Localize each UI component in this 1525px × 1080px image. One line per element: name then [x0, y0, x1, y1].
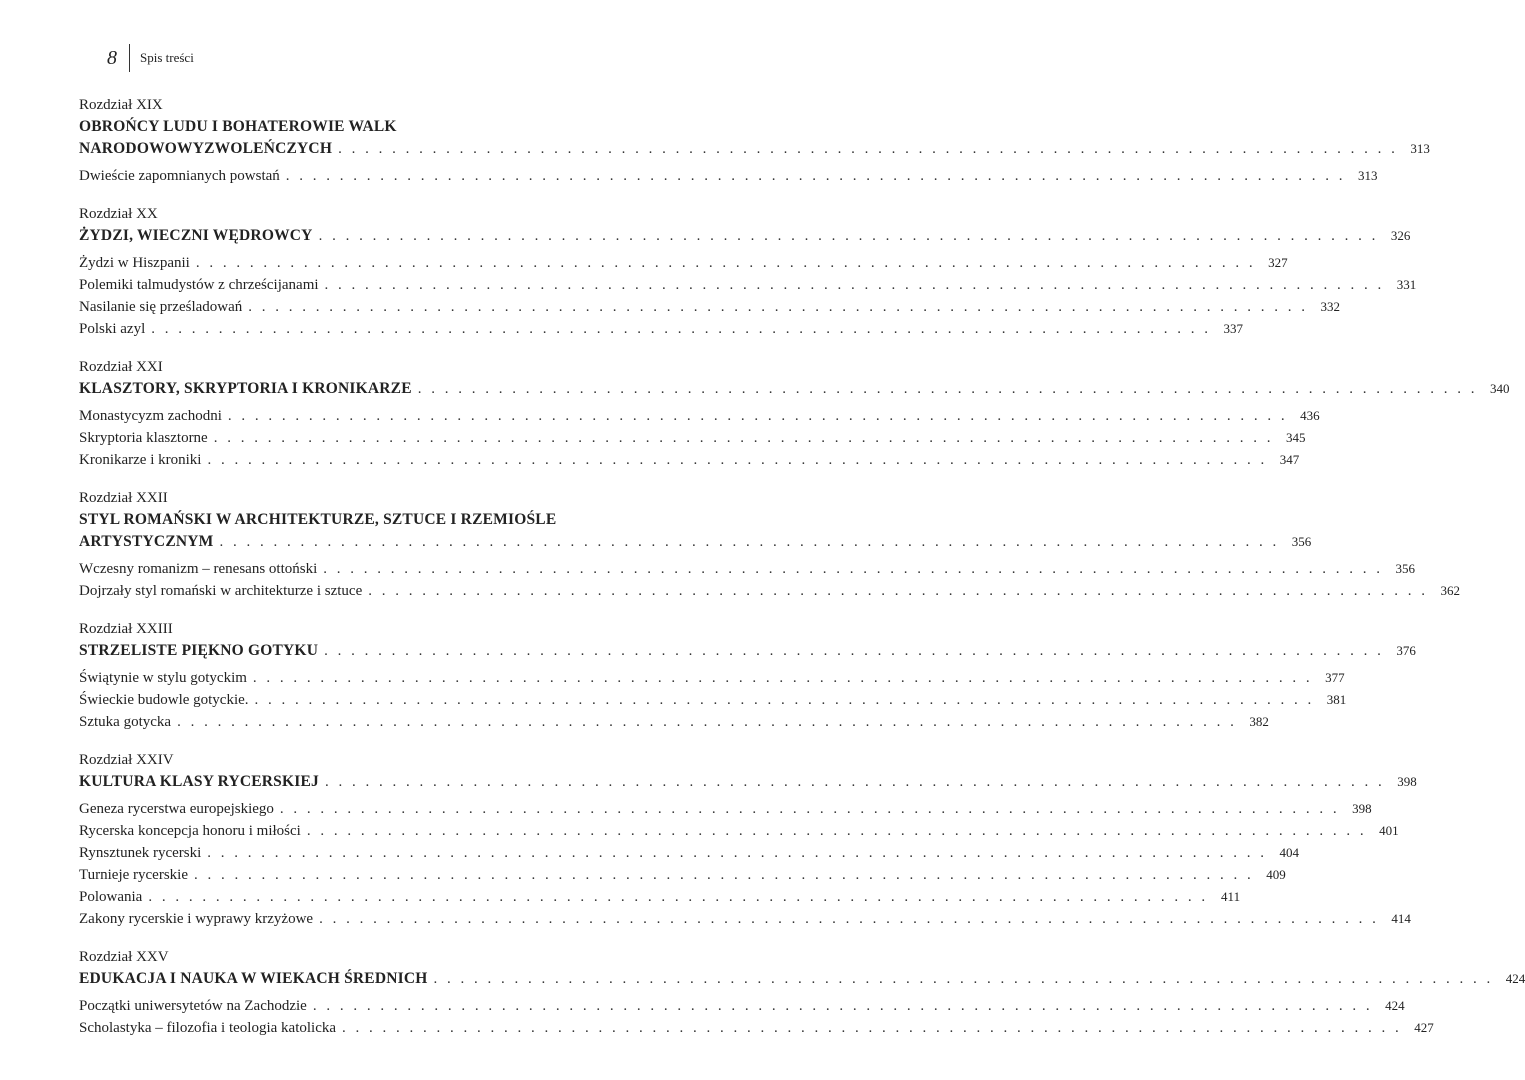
- toc-chapter: [79, 203, 1417, 340]
- section-title: Polski azyl: [79, 321, 146, 337]
- section-page-number: 427: [1414, 1020, 1434, 1035]
- chapter-title: KLASZTORY, SKRYPTORIA I KRONIKARZE: [79, 380, 412, 397]
- dot-leader: . . . . . . . . . . . . . . . . . . . . . . . . . . . . . . . . . . . . . . . . . . . . . . . . . . . . . . . . . . . . . . . . . . . . . . . . . . . . . . .: [148, 889, 1209, 905]
- chapter-title-line: OBROŃCY LUDU I BOHATEROWIE WALK: [79, 118, 397, 135]
- section-page-number: 356: [1395, 561, 1416, 576]
- dot-leader: . . . . . . . . . . . . . . . . . . . . . . . . . . . . . . . . . . . . . . . . . . . . . . . . . . . . . . . . . . . . . . . . . . . . . . . . . . . . . . .: [323, 561, 1384, 577]
- chapter-label: Rozdział XX: [79, 206, 158, 222]
- toc-section-entry: [79, 558, 1416, 580]
- section-page-number: 313: [1358, 168, 1378, 183]
- chapter-title-line: STYL ROMAŃSKI W ARCHITEKTURZE, SZTUCE I RZEMIOŚLE: [79, 511, 557, 528]
- table-of-contents: [79, 94, 1525, 1055]
- dot-leader: . . . . . . . . . . . . . . . . . . . . . . . . . . . . . . . . . . . . . . . . . . . . . . . . . . . . . . . . . . . . . . . . . . . . . . . . . . . . . . .: [207, 845, 1268, 861]
- section-title: Rycerska koncepcja honoru i miłości: [79, 823, 301, 839]
- section-page-number: 436: [1300, 408, 1320, 423]
- section-title: Rynsztunek rycerski: [79, 845, 202, 861]
- toc-chapter: [79, 356, 1510, 471]
- section-page-number: 377: [1325, 670, 1345, 685]
- toc-section-entry: [79, 296, 1341, 318]
- dot-leader: . . . . . . . . . . . . . . . . . . . . . . . . . . . . . . . . . . . . . . . . . . . . . . . . . . . . . . . . . . . . . . . . . . . . . . . . . . . . . . .: [318, 228, 1379, 244]
- chapter-title-entry: [79, 771, 1417, 793]
- dot-leader: . . . . . . . . . . . . . . . . . . . . . . . . . . . . . . . . . . . . . . . . . . . . . . . . . . . . . . . . . . . . . . . . . . . . . . . . . . . . . . .: [195, 255, 1256, 271]
- section-title: Zakony rycerskie i wyprawy krzyżowe: [79, 911, 314, 927]
- dot-leader: . . . . . . . . . . . . . . . . . . . . . . . . . . . . . . . . . . . . . . . . . . . . . . . . . . . . . . . . . . . . . . . . . . . . . . . . . . . . . . .: [213, 430, 1274, 446]
- section-page-number: 409: [1266, 867, 1286, 882]
- chapter-page-number: 376: [1396, 643, 1416, 658]
- section-title: Nasilanie się prześladowań: [79, 299, 243, 315]
- toc-section-entry: [79, 798, 1372, 820]
- section-page-number: 332: [1320, 299, 1341, 314]
- section-title: Polowania: [79, 889, 143, 905]
- dot-leader: . . . . . . . . . . . . . . . . . . . . . . . . . . . . . . . . . . . . . . . . . . . . . . . . . . . . . . . . . . . . . . . . . . . . . . . . . . . . . . .: [324, 277, 1385, 293]
- section-title: Świątynie w stylu gotyckim: [79, 670, 247, 686]
- chapter-label: Rozdział XXIII: [79, 621, 173, 637]
- chapter-page-number: 340: [1489, 381, 1510, 396]
- dot-leader: . . . . . . . . . . . . . . . . . . . . . . . . . . . . . . . . . . . . . . . . . . . . . . . . . . . . . . . . . . . . . . . . . . . . . . . . . . . . . . .: [433, 971, 1494, 987]
- section-title: Geneza rycerstwa europejskiego: [79, 801, 274, 817]
- toc-section-entry: [79, 820, 1399, 842]
- section-title: Wczesny romanizm – renesans ottoński: [79, 561, 318, 577]
- toc-section-entry: [79, 318, 1243, 340]
- chapter-page-number: 326: [1390, 228, 1411, 243]
- dot-leader: . . . . . . . . . . . . . . . . . . . . . . . . . . . . . . . . . . . . . . . . . . . . . . . . . . . . . . . . . . . . . . . . . . . . . . . . . . . . . . .: [338, 141, 1398, 157]
- section-page-number: 337: [1223, 321, 1243, 336]
- toc-section-entry: [79, 274, 1417, 296]
- dot-leader: . . . . . . . . . . . . . . . . . . . . . . . . . . . . . . . . . . . . . . . . . . . . . . . . . . . . . . . . . . . . . . . . . . . . . . . . . . . . . . .: [254, 692, 1315, 708]
- toc-section-entry: [79, 886, 1241, 908]
- chapter-title: ARTYSTYCZNYM: [79, 533, 214, 550]
- chapter-title: EDUKACJA I NAUKA W WIEKACH ŚREDNICH: [79, 970, 428, 987]
- dot-leader: . . . . . . . . . . . . . . . . . . . . . . . . . . . . . . . . . . . . . . . . . . . . . . . . . . . . . . . . . . . . . . . . . . . . . . . . . . . . . . .: [368, 583, 1428, 599]
- chapter-page-number: 424: [1505, 971, 1525, 986]
- section-page-number: 411: [1221, 889, 1241, 904]
- toc-chapter: [79, 749, 1417, 930]
- toc-section-entry: [79, 908, 1411, 930]
- section-title: Żydzi w Hiszpanii: [79, 255, 190, 271]
- section-page-number: 347: [1279, 452, 1300, 467]
- section-page-number: 381: [1326, 692, 1347, 707]
- toc-section-entry: [79, 995, 1405, 1017]
- section-page-number: 404: [1279, 845, 1300, 860]
- dot-leader: . . . . . . . . . . . . . . . . . . . . . . . . . . . . . . . . . . . . . . . . . . . . . . . . . . . . . . . . . . . . . . . . . . . . . . . . . . . . . . .: [194, 867, 1254, 883]
- chapter-title-entry: [79, 531, 1312, 553]
- chapter-label: Rozdział XXI: [79, 359, 163, 375]
- section-title: Monastycyzm zachodni: [79, 408, 222, 424]
- toc-chapter: [79, 94, 1430, 187]
- section-title: Świeckie budowle gotyckie.: [79, 692, 249, 708]
- toc-section-entry: [79, 864, 1286, 886]
- dot-leader: . . . . . . . . . . . . . . . . . . . . . . . . . . . . . . . . . . . . . . . . . . . . . . . . . . . . . . . . . . . . . . . . . . . . . . . . . . . . . . .: [227, 408, 1288, 424]
- toc-chapter: [79, 487, 1460, 602]
- header-divider: [129, 44, 130, 72]
- dot-leader: . . . . . . . . . . . . . . . . . . . . . . . . . . . . . . . . . . . . . . . . . . . . . . . . . . . . . . . . . . . . . . . . . . . . . . . . . . . . . . .: [177, 714, 1237, 730]
- chapter-page-number: 356: [1291, 534, 1312, 549]
- toc-section-entry: [79, 580, 1460, 602]
- section-page-number: 382: [1249, 714, 1269, 729]
- toc-chapter: [79, 946, 1525, 1039]
- dot-leader: . . . . . . . . . . . . . . . . . . . . . . . . . . . . . . . . . . . . . . . . . . . . . . . . . . . . . . . . . . . . . . . . . . . . . . . . . . . . . . .: [207, 452, 1268, 468]
- chapter-title-entry: [79, 640, 1416, 662]
- chapter-title: NARODOWOWYZWOLEŃCZYCH: [79, 140, 333, 157]
- section-page-number: 331: [1396, 277, 1417, 292]
- page-number: 8: [107, 46, 117, 69]
- toc-section-entry: [79, 449, 1300, 471]
- chapter-title: STRZELISTE PIĘKNO GOTYKU: [79, 642, 319, 659]
- dot-leader: . . . . . . . . . . . . . . . . . . . . . . . . . . . . . . . . . . . . . . . . . . . . . . . . . . . . . . . . . . . . . . . . . . . . . . . . . . . . . . .: [151, 321, 1211, 337]
- chapter-title: ŻYDZI, WIECZNI WĘDROWCY: [79, 227, 313, 244]
- chapter-title-entry: [79, 138, 1430, 160]
- dot-leader: . . . . . . . . . . . . . . . . . . . . . . . . . . . . . . . . . . . . . . . . . . . . . . . . . . . . . . . . . . . . . . . . . . . . . . . . . . . . . . .: [279, 801, 1340, 817]
- dot-leader: . . . . . . . . . . . . . . . . . . . . . . . . . . . . . . . . . . . . . . . . . . . . . . . . . . . . . . . . . . . . . . . . . . . . . . . . . . . . . . .: [312, 998, 1373, 1014]
- section-title: Polemiki talmudystów z chrześcijanami: [79, 277, 319, 293]
- chapter-title-entry: [79, 378, 1510, 400]
- dot-leader: . . . . . . . . . . . . . . . . . . . . . . . . . . . . . . . . . . . . . . . . . . . . . . . . . . . . . . . . . . . . . . . . . . . . . . . . . . . . . . .: [324, 774, 1385, 790]
- toc-section-entry: [79, 667, 1345, 689]
- toc-section-entry: [79, 1017, 1434, 1039]
- section-page-number: 327: [1268, 255, 1288, 270]
- chapter-title: KULTURA KLASY RYCERSKIEJ: [79, 773, 319, 790]
- toc-chapter: [79, 618, 1416, 733]
- section-title: Kronikarze i kroniki: [79, 452, 202, 468]
- dot-leader: . . . . . . . . . . . . . . . . . . . . . . . . . . . . . . . . . . . . . . . . . . . . . . . . . . . . . . . . . . . . . . . . . . . . . . . . . . . . . . .: [319, 911, 1379, 927]
- chapter-page-number: 313: [1410, 141, 1430, 156]
- dot-leader: . . . . . . . . . . . . . . . . . . . . . . . . . . . . . . . . . . . . . . . . . . . . . . . . . . . . . . . . . . . . . . . . . . . . . . . . . . . . . . .: [252, 670, 1313, 686]
- toc-section-entry: [79, 427, 1306, 449]
- section-page-number: 424: [1385, 998, 1405, 1013]
- chapter-title-entry: [79, 225, 1411, 247]
- dot-leader: . . . . . . . . . . . . . . . . . . . . . . . . . . . . . . . . . . . . . . . . . . . . . . . . . . . . . . . . . . . . . . . . . . . . . . . . . . . . . . .: [306, 823, 1367, 839]
- dot-leader: . . . . . . . . . . . . . . . . . . . . . . . . . . . . . . . . . . . . . . . . . . . . . . . . . . . . . . . . . . . . . . . . . . . . . . . . . . . . . . .: [342, 1020, 1402, 1036]
- dot-leader: . . . . . . . . . . . . . . . . . . . . . . . . . . . . . . . . . . . . . . . . . . . . . . . . . . . . . . . . . . . . . . . . . . . . . . . . . . . . . . .: [417, 381, 1478, 397]
- section-title: Skryptoria klasztorne: [79, 430, 208, 446]
- toc-section-entry: [79, 842, 1300, 864]
- section-title: Scholastyka – filozofia i teologia katolicka: [79, 1020, 337, 1036]
- dot-leader: . . . . . . . . . . . . . . . . . . . . . . . . . . . . . . . . . . . . . . . . . . . . . . . . . . . . . . . . . . . . . . . . . . . . . . . . . . . . . . .: [219, 534, 1280, 550]
- chapter-label: Rozdział XXIV: [79, 752, 174, 768]
- section-title: Początki uniwersytetów na Zachodzie: [79, 998, 307, 1014]
- chapter-label: Rozdział XXV: [79, 949, 169, 965]
- chapter-label: Rozdział XIX: [79, 97, 163, 113]
- section-page-number: 345: [1285, 430, 1306, 445]
- dot-leader: . . . . . . . . . . . . . . . . . . . . . . . . . . . . . . . . . . . . . . . . . . . . . . . . . . . . . . . . . . . . . . . . . . . . . . . . . . . . . . .: [324, 643, 1384, 659]
- dot-leader: . . . . . . . . . . . . . . . . . . . . . . . . . . . . . . . . . . . . . . . . . . . . . . . . . . . . . . . . . . . . . . . . . . . . . . . . . . . . . . .: [248, 299, 1309, 315]
- chapter-label: Rozdział XXII: [79, 490, 168, 506]
- chapter-title-entry: [79, 968, 1525, 990]
- chapter-page-number: 398: [1397, 774, 1417, 789]
- section-page-number: 414: [1391, 911, 1411, 926]
- toc-section-entry: [79, 252, 1288, 274]
- section-title: Dwieście zapomnianych powstań: [79, 168, 280, 184]
- toc-section-entry: [79, 711, 1269, 733]
- dot-leader: . . . . . . . . . . . . . . . . . . . . . . . . . . . . . . . . . . . . . . . . . . . . . . . . . . . . . . . . . . . . . . . . . . . . . . . . . . . . . . .: [285, 168, 1346, 184]
- running-head: Spis treści: [140, 50, 194, 65]
- section-title: Turnieje rycerskie: [79, 867, 188, 883]
- section-page-number: 401: [1379, 823, 1399, 838]
- section-title: Dojrzały styl romański w architekturze i sztuce: [79, 583, 363, 599]
- toc-section-entry: [79, 689, 1347, 711]
- section-page-number: 362: [1440, 583, 1460, 598]
- toc-section-entry: [79, 405, 1320, 427]
- section-title: Sztuka gotycka: [79, 714, 172, 730]
- page-header: [107, 44, 194, 72]
- toc-section-entry: [79, 165, 1378, 187]
- section-page-number: 398: [1352, 801, 1372, 816]
